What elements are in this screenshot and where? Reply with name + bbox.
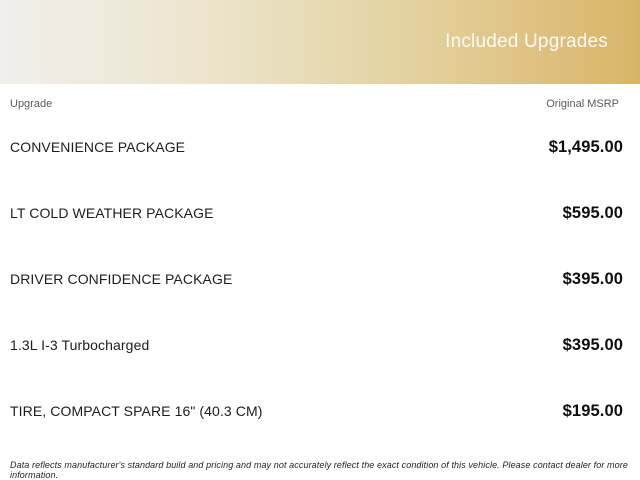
upgrade-msrp: $395.00 bbox=[562, 335, 623, 354]
upgrade-name: CONVENIENCE PACKAGE bbox=[10, 139, 186, 155]
upgrades-list bbox=[0, 114, 640, 458]
table-row bbox=[0, 378, 640, 444]
column-header-upgrade: Upgrade bbox=[10, 97, 53, 110]
table-header-row bbox=[0, 93, 640, 114]
upgrade-name: DRIVER CONFIDENCE PACKAGE bbox=[10, 271, 233, 287]
table-row bbox=[0, 114, 640, 180]
upgrade-msrp: $395.00 bbox=[562, 269, 623, 288]
upgrade-msrp: $1,495.00 bbox=[548, 137, 623, 156]
included-upgrades-banner bbox=[0, 0, 640, 84]
upgrade-msrp: $595.00 bbox=[562, 203, 623, 222]
upgrade-name: LT COLD WEATHER PACKAGE bbox=[10, 205, 214, 221]
table-row bbox=[0, 246, 640, 312]
column-header-original-msrp: Original MSRP bbox=[546, 97, 619, 110]
table-row bbox=[0, 180, 640, 246]
banner-title: Included Upgrades bbox=[445, 31, 608, 52]
table-row bbox=[0, 312, 640, 378]
disclaimer-text: Data reflects manufacturer's standard build and pricing and may not accurately reflect the exact condition of this vehicle. Please contact dealer for more information. bbox=[10, 460, 628, 480]
upgrade-name: TIRE, COMPACT SPARE 16" (40.3 CM) bbox=[10, 403, 263, 419]
upgrade-name: 1.3L I-3 Turbocharged bbox=[10, 337, 150, 353]
upgrade-msrp: $195.00 bbox=[562, 401, 623, 420]
